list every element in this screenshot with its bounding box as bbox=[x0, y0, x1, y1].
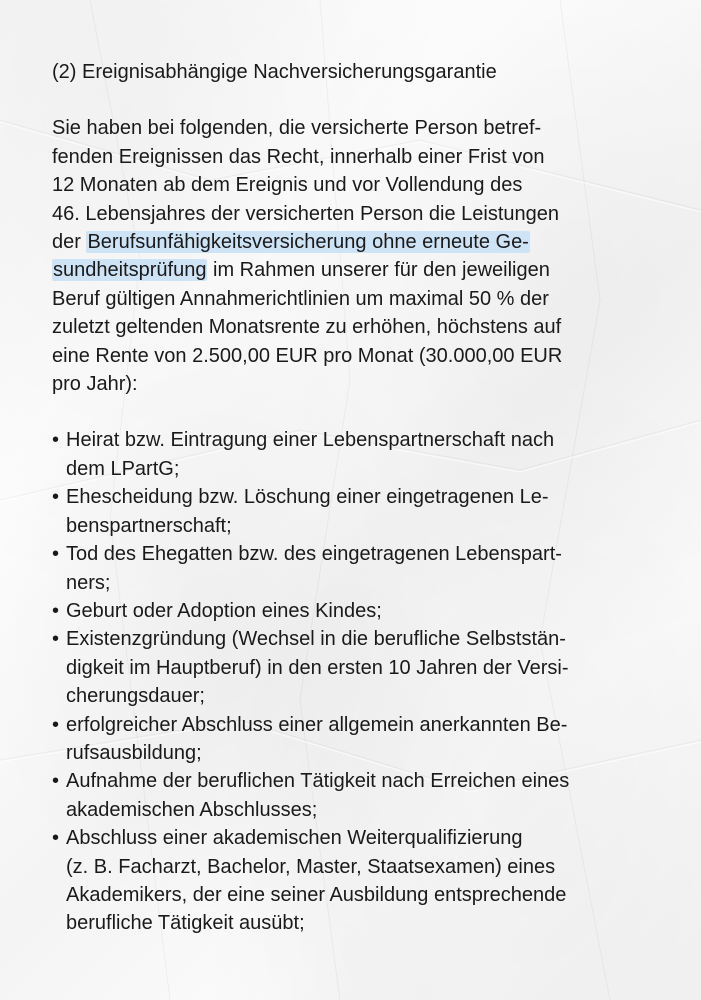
list-item bbox=[52, 540, 652, 597]
paragraph-line: zuletzt geltenden Monatsrente zu erhöhen, höchstens auf bbox=[52, 316, 562, 339]
list-item-line: ners; bbox=[66, 571, 111, 594]
list-item-line: Akademikers, der eine seiner Ausbildung entsprechende bbox=[66, 883, 567, 906]
document-body bbox=[52, 58, 652, 938]
list-item-line: (z. B. Facharzt, Bachelor, Master, Staatsexamen) eines bbox=[66, 855, 556, 878]
paragraph-line: Sie haben bei folgenden, die versicherte Person betref- bbox=[52, 117, 542, 140]
paragraph-line bbox=[52, 256, 652, 284]
list-item-line: • Ehescheidung bzw. Löschung einer eingetragenen Le- bbox=[66, 486, 549, 509]
paragraph-line: fenden Ereignissen das Recht, innerhalb einer Frist von bbox=[52, 145, 545, 168]
intro-paragraph bbox=[52, 114, 652, 398]
list-item-line: • erfolgreicher Abschluss einer allgemein anerkannten Be- bbox=[66, 713, 568, 736]
paragraph-text: der bbox=[52, 231, 87, 254]
list-item-line: akademischen Abschlusses; bbox=[66, 798, 318, 821]
paragraph-line: eine Rente von 2.500,00 EUR pro Monat (30.000,00 EUR bbox=[52, 344, 563, 367]
list-item bbox=[52, 767, 652, 824]
text-highlight[interactable]: Berufsunfähigkeitsversicherung ohne erneute Ge- bbox=[87, 231, 529, 254]
list-item-line: • Heirat bzw. Eintragung einer Lebenspartnerschaft nach bbox=[66, 429, 555, 452]
list-item bbox=[52, 625, 652, 710]
list-item-line: • Aufnahme der beruflichen Tätigkeit nach Erreichen eines bbox=[66, 770, 570, 793]
paragraph-text: im Rahmen unserer für den jeweiligen bbox=[207, 259, 550, 282]
paragraph-line: Beruf gültigen Annahmerichtlinien um maximal 50 % der bbox=[52, 287, 549, 310]
list-item bbox=[52, 426, 652, 483]
section-heading: (2) Ereignisabhängige Nachversicherungsgarantie bbox=[52, 61, 497, 83]
paragraph-line bbox=[52, 228, 652, 256]
paragraph-line: 12 Monaten ab dem Ereignis und vor Vollendung des bbox=[52, 174, 523, 197]
list-item-line: berufliche Tätigkeit ausübt; bbox=[66, 912, 305, 935]
list-item-line: dem LPartG; bbox=[66, 457, 180, 480]
list-item bbox=[52, 597, 652, 625]
list-item-line: • Abschluss einer akademischen Weiterqualifizierung bbox=[66, 827, 523, 850]
list-item-line: • Tod des Ehegatten bzw. des eingetragenen Lebenspart- bbox=[66, 543, 562, 566]
list-item bbox=[52, 824, 652, 938]
list-item bbox=[52, 711, 652, 768]
list-item-line: benspartnerschaft; bbox=[66, 514, 232, 537]
list-item bbox=[52, 483, 652, 540]
text-highlight[interactable]: sundheitsprüfung bbox=[53, 259, 207, 282]
list-item-line: • Existenzgründung (Wechsel in die berufliche Selbststän- bbox=[66, 628, 566, 651]
list-item-line: digkeit im Hauptberuf) in den ersten 10 Jahren der Versi- bbox=[66, 656, 569, 679]
paragraph-line: 46. Lebensjahres der versicherten Person die Leistungen bbox=[52, 202, 559, 225]
list-item-line: rufsausbildung; bbox=[66, 741, 202, 764]
event-list bbox=[52, 426, 652, 937]
list-item-line: • Geburt oder Adoption eines Kindes; bbox=[66, 599, 382, 622]
list-item-line: cherungsdauer; bbox=[66, 685, 205, 708]
paragraph-line: pro Jahr): bbox=[52, 373, 138, 396]
